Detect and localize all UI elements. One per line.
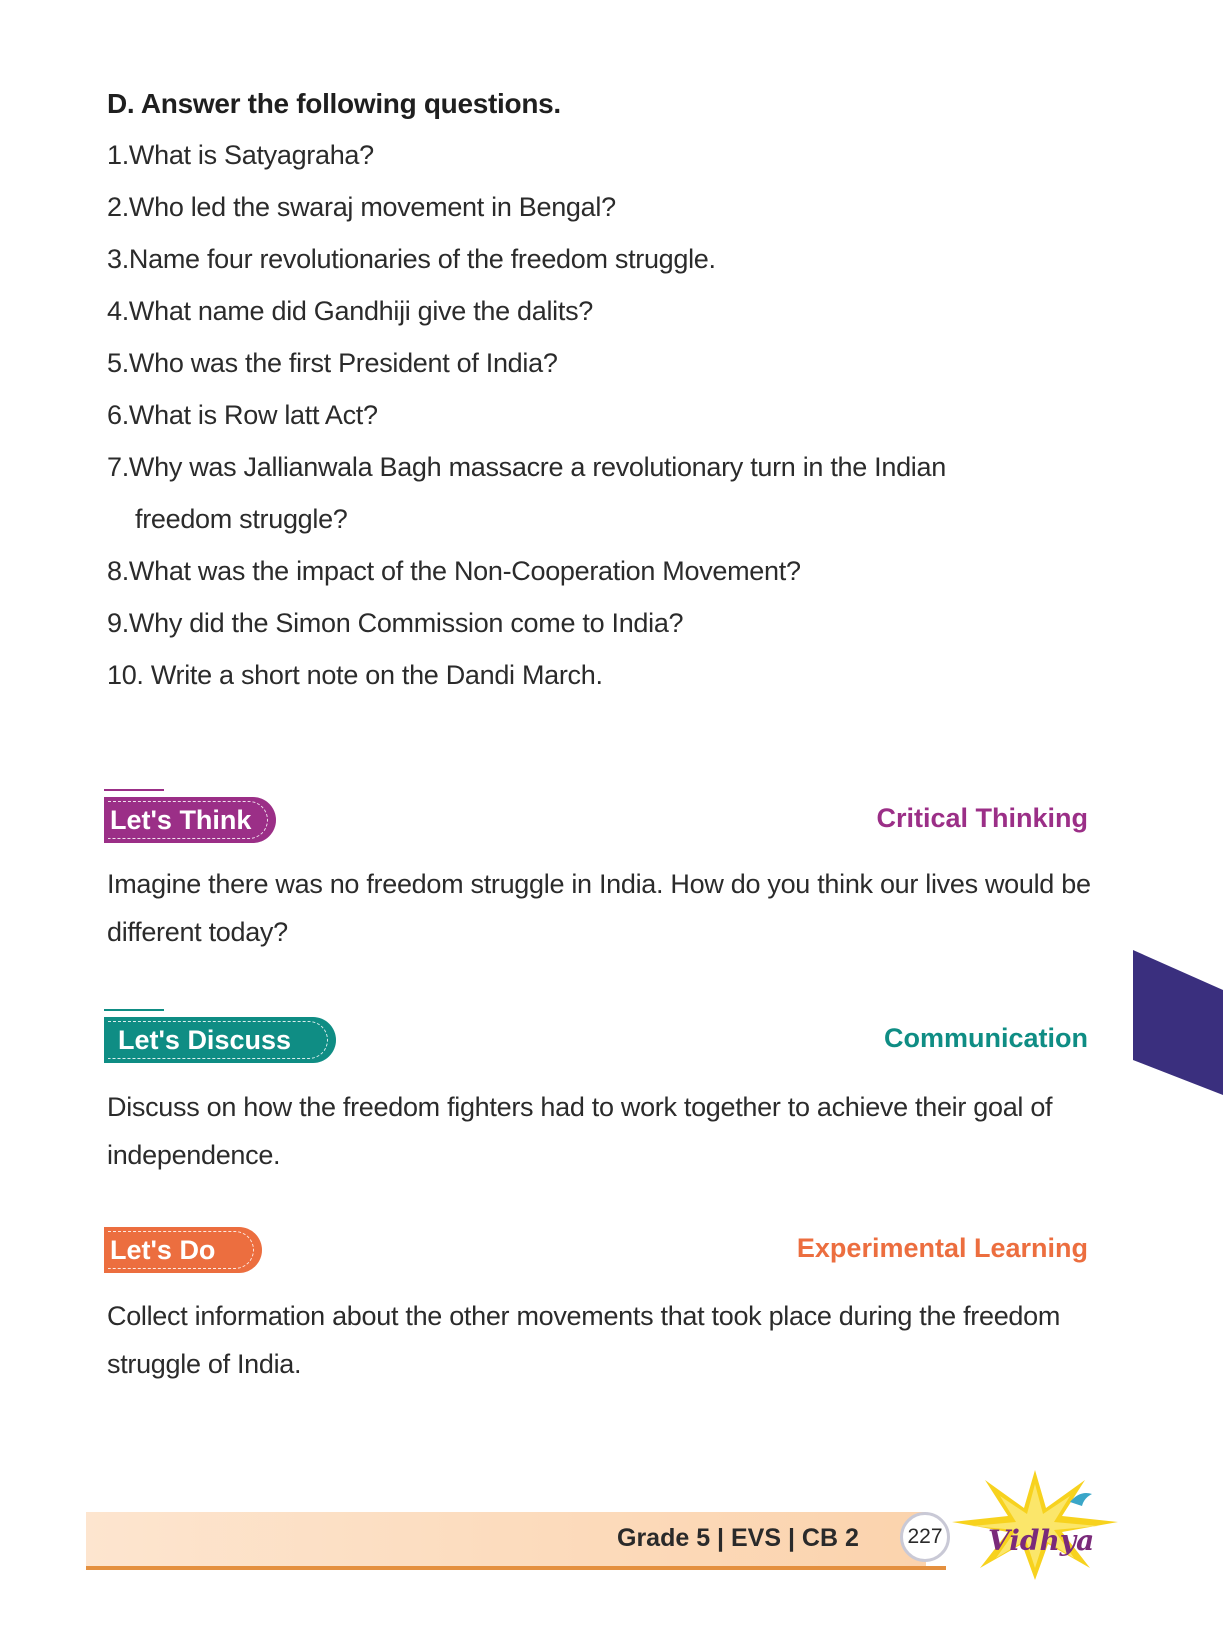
question-6: 6.What is Row latt Act? [107, 400, 378, 430]
lets-think-text: Imagine there was no freedom struggle in India. How do you think our lives would be different today? [107, 869, 1091, 947]
lets-discuss-skill: Communication [883, 1023, 1088, 1053]
question-9: 9.Why did the Simon Commission come to India? [107, 608, 684, 638]
lets-think-accent-line [104, 789, 164, 791]
lets-do-skill: Experimental Learning [796, 1233, 1088, 1263]
question-7-continued: freedom struggle? [135, 504, 348, 534]
lets-think-skill: Critical Thinking [876, 803, 1088, 833]
lets-do-text: Collect information about the other movements that took place during the freedom struggle of India. [107, 1301, 1061, 1379]
question-7: 7.Why was Jallianwala Bagh massacre a revolutionary turn in the Indian [107, 452, 946, 482]
lets-discuss-label: Let's Discuss [118, 1024, 291, 1055]
question-5: 5.Who was the first President of India? [107, 348, 558, 378]
lets-do-tag [104, 1227, 262, 1273]
section-d-heading: D. Answer the following questions. [107, 88, 561, 119]
lets-think-label: Let's Think [110, 804, 252, 835]
question-3: 3.Name four revolutionaries of the freedom struggle. [107, 244, 716, 274]
side-tab-decoration [1133, 950, 1223, 1095]
page-number: 227 [900, 1512, 950, 1562]
question-8: 8.What was the impact of the Non-Cooperation Movement? [107, 556, 801, 586]
question-4: 4.What name did Gandhiji give the dalits? [107, 296, 593, 326]
logo-text: Vidhya [988, 1524, 1095, 1557]
lets-do-label: Let's Do [110, 1234, 216, 1265]
footer-grade-text: Grade 5 | EVS | CB 2 [617, 1524, 859, 1552]
lets-discuss-text: Discuss on how the freedom fighters had to work together to achieve their goal of independence. [107, 1092, 1053, 1170]
lets-discuss-tag [104, 1017, 336, 1063]
question-10: 10. Write a short note on the Dandi March. [107, 660, 603, 690]
lets-think-tag [104, 797, 276, 843]
question-2: 2.Who led the swaraj movement in Bengal? [107, 192, 616, 222]
footer-edge [86, 1566, 946, 1570]
lets-discuss-accent-line [104, 1009, 164, 1011]
question-1: 1.What is Satyagraha? [107, 140, 374, 170]
